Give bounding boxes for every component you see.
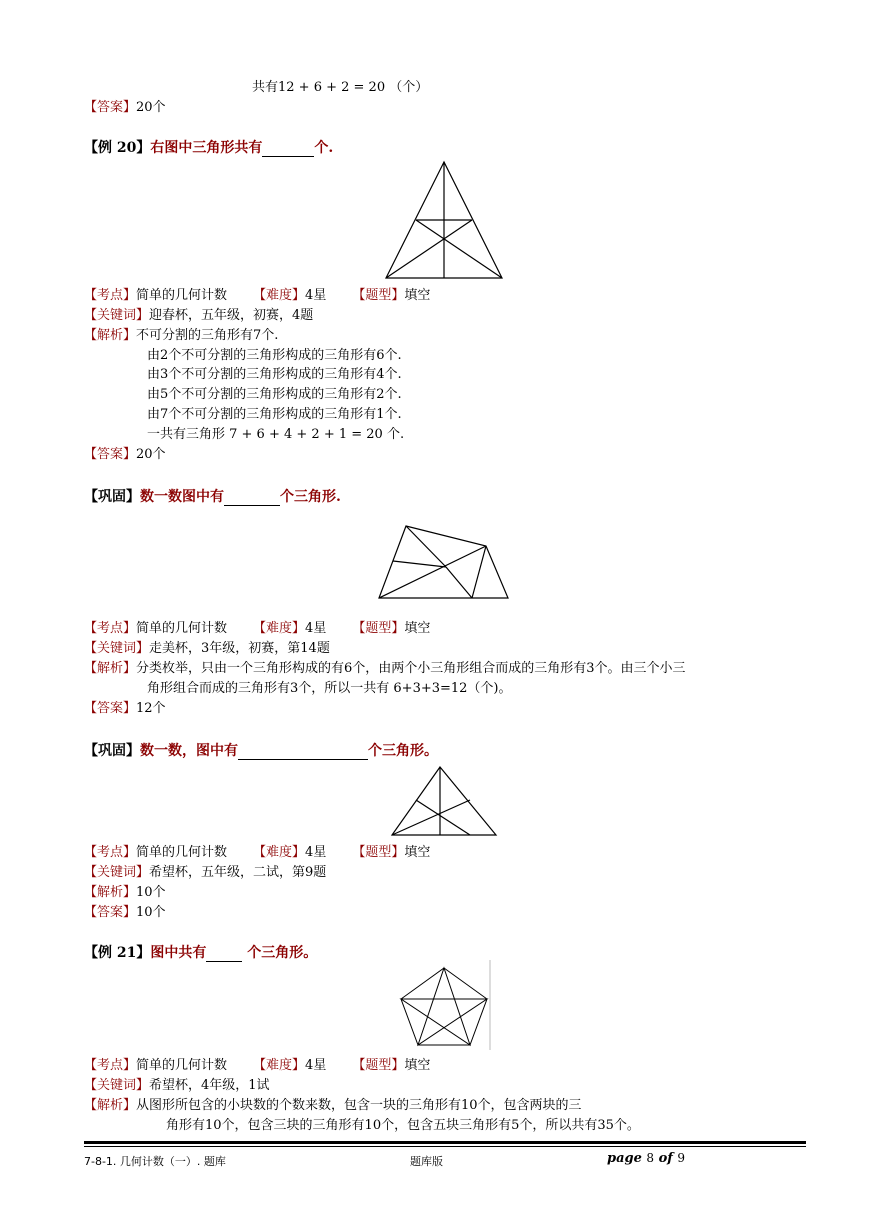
nandu-tag: 【难度】	[253, 845, 306, 860]
page-current: 8	[646, 1151, 655, 1165]
analysis-line: 从图形所包含的小块数的个数来数，包含一块的三角形有10个，包含两块的三	[136, 1098, 582, 1113]
gg2-triangle-figure	[390, 765, 498, 837]
tixing-tag: 【题型】	[352, 288, 405, 303]
answer-blank	[238, 743, 368, 760]
ex21-text: 图中共有	[150, 945, 207, 961]
ex21-pentagon-figure	[396, 960, 492, 1050]
keyword-text: 希望杯，五年级，二试，第9题	[149, 865, 327, 880]
kaodian-tag: 【考点】	[84, 621, 137, 636]
ex20-analysis	[84, 327, 278, 345]
sum-line: 共有12 + 6 + 2 = 20 （个）	[252, 80, 429, 95]
page-total: 9	[677, 1151, 686, 1165]
kaodian-tag: 【考点】	[84, 1058, 137, 1073]
answer-blank	[262, 140, 314, 157]
ex21-analysis	[84, 1097, 582, 1115]
tixing-text: 填空	[404, 1058, 431, 1073]
analysis-line: 由5个不可分割的三角形构成的三角形有2个.	[147, 387, 402, 402]
keyword-text: 希望杯，4年级，1试	[149, 1078, 270, 1093]
answer-text: 20个	[136, 447, 166, 462]
gg2-answer	[84, 904, 166, 922]
ex20-tag: 【例 20】	[84, 140, 151, 156]
kaodian-tag: 【考点】	[84, 845, 137, 860]
keyword-text: 走美杯，3年级，初赛，第14题	[149, 641, 330, 656]
kaodian-tag: 【考点】	[84, 288, 137, 303]
nandu-text: 4星	[305, 621, 327, 636]
answer-text: 12个	[136, 701, 166, 716]
gg1-meta	[84, 620, 430, 638]
answer-blank	[206, 945, 242, 962]
gg1-triangle-figure	[378, 524, 510, 600]
nandu-tag: 【难度】	[253, 621, 306, 636]
analysis-line: 不可分割的三角形有7个.	[136, 328, 279, 343]
answer-tag: 【答案】	[84, 100, 137, 115]
footer-center: 题库版	[410, 1155, 443, 1168]
tixing-tag: 【题型】	[352, 845, 405, 860]
of-word: of	[658, 1151, 673, 1166]
ex20-answer	[84, 446, 166, 464]
ex20-question	[84, 137, 333, 157]
analysis-tag: 【解析】	[84, 328, 137, 343]
nandu-text: 4星	[305, 1058, 327, 1073]
keyword-tag: 【关键词】	[84, 641, 150, 656]
ex20-text-after: 个.	[314, 140, 334, 156]
tixing-text: 填空	[404, 621, 431, 636]
ex21-question	[84, 942, 317, 962]
footer-rule	[84, 1141, 806, 1144]
ex20-text: 右图中三角形共有	[150, 140, 263, 156]
answer-tag: 【答案】	[84, 905, 137, 920]
ex21-meta	[84, 1057, 430, 1075]
kaodian-text: 简单的几何计数	[136, 621, 228, 636]
nandu-text: 4星	[305, 845, 327, 860]
keyword-tag: 【关键词】	[84, 865, 150, 880]
nandu-text: 4星	[305, 288, 327, 303]
page-word: page	[607, 1151, 642, 1166]
analysis-tag: 【解析】	[84, 661, 137, 676]
answer-tag: 【答案】	[84, 701, 137, 716]
nandu-tag: 【难度】	[253, 288, 306, 303]
gg2-analysis	[84, 884, 166, 902]
keyword-tag: 【关键词】	[84, 308, 150, 323]
kaodian-text: 简单的几何计数	[136, 845, 228, 860]
gg2-text-after: 个三角形。	[368, 743, 438, 759]
gg2-question	[84, 740, 438, 760]
footer-left: 7-8-1. 几何计数（一）. 题库	[84, 1155, 226, 1168]
analysis-line: 由7个不可分割的三角形构成的三角形有1个.	[147, 407, 402, 422]
analysis-line: 由3个不可分割的三角形构成的三角形有4个.	[147, 367, 402, 382]
gg1-keywords	[84, 640, 330, 658]
ex21-keywords	[84, 1077, 270, 1095]
keyword-tag: 【关键词】	[84, 1078, 150, 1093]
gg2-keywords	[84, 864, 326, 882]
keyword-text: 迎春杯，五年级，初赛，4题	[149, 308, 314, 323]
page-number	[607, 1151, 685, 1166]
gg1-text-after: 个三角形.	[280, 489, 341, 505]
tixing-tag: 【题型】	[352, 621, 405, 636]
gg1-answer	[84, 700, 166, 718]
analysis-line: 角形有10个，包含三块的三角形有10个，包含五块三角形有5个，所以共有35个。	[166, 1118, 640, 1133]
ex20-triangle-figure	[384, 160, 504, 280]
nandu-tag: 【难度】	[253, 1058, 306, 1073]
analysis-line: 一共有三角形 7 + 6 + 4 + 2 + 1 = 20 个.	[147, 427, 405, 442]
ex20-meta	[84, 287, 430, 305]
gg1-question	[84, 486, 341, 506]
gg1-text: 数一数图中有	[140, 489, 224, 505]
tixing-tag: 【题型】	[352, 1058, 405, 1073]
ex20-keywords	[84, 307, 313, 325]
gg2-text: 数一数，图中有	[140, 743, 238, 759]
kaodian-text: 简单的几何计数	[136, 288, 228, 303]
gg1-tag: 【巩固】	[84, 489, 140, 505]
tixing-text: 填空	[404, 845, 431, 860]
analysis-text: 10个	[136, 885, 166, 900]
ex21-tag: 【例 21】	[84, 945, 151, 961]
analysis-line: 分类枚举，只由一个三角形构成的有6个，由两个小三角形组合而成的三角形有3个。由三个小三	[136, 661, 686, 676]
gg2-meta	[84, 844, 430, 862]
analysis-tag: 【解析】	[84, 1098, 137, 1113]
prev-answer	[84, 99, 166, 117]
analysis-line: 角形组合而成的三角形有3个，所以一共有 6+3+3=12（个)。	[147, 681, 512, 696]
answer-blank	[224, 489, 280, 506]
answer-tag: 【答案】	[84, 447, 137, 462]
analysis-tag: 【解析】	[84, 885, 137, 900]
tixing-text: 填空	[404, 288, 431, 303]
answer-text: 20个	[136, 100, 166, 115]
answer-text: 10个	[136, 905, 166, 920]
footer-rule	[84, 1146, 806, 1147]
gg2-tag: 【巩固】	[84, 743, 140, 759]
kaodian-text: 简单的几何计数	[136, 1058, 228, 1073]
ex21-text-after: 个三角形。	[242, 945, 318, 961]
analysis-line: 由2个不可分割的三角形构成的三角形有6个.	[147, 348, 402, 363]
gg1-analysis	[84, 660, 686, 678]
